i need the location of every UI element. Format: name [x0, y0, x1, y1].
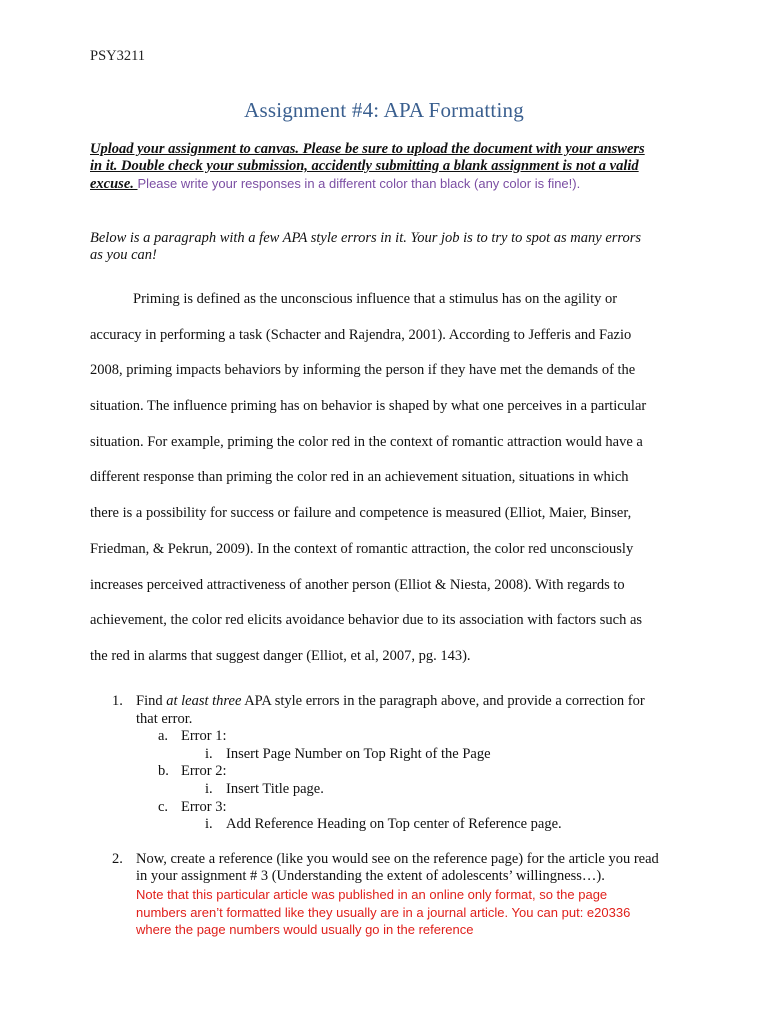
error-letter: a.: [158, 728, 169, 745]
error-label: Error 3:: [181, 798, 227, 815]
question-1-emphasis: at least three: [166, 693, 242, 709]
question-1-text-end: APA style errors in the paragraph above, and provide a correction for that error.: [136, 693, 645, 727]
paragraph-line: 2008, priming impacts behaviors by informing the person if they have met the demands of the: [90, 362, 636, 379]
question-2: [90, 851, 660, 939]
paragraph-line: situation. For example, priming the color red in the context of romantic attraction would have a: [90, 433, 643, 450]
question-1-text-start: Find: [136, 693, 167, 709]
error-item: [90, 799, 660, 817]
error-answer[interactable]: [90, 816, 660, 834]
paragraph-line: achievement, the color red elicits avoidance behavior due to its association with factors such as: [90, 612, 643, 629]
error-item: [90, 728, 660, 746]
question-number: 1.: [112, 693, 123, 709]
paragraph-line: the red in alarms that suggest danger (Elliot, et al, 2007, pg. 143).: [90, 647, 471, 664]
error-letter: c.: [158, 798, 169, 815]
answer-roman-numeral: i.: [205, 780, 213, 797]
paragraph-line: increases perceived attractiveness of another person (Elliot & Niesta, 2008). With regards to: [90, 576, 625, 593]
reference-answer-note[interactable]: Note that this particular article was published in an online only format, so the page numbers aren’t formatted like they usually are in a journal article. You can put: e20336 where the page numbers would usually go in the reference: [136, 886, 631, 938]
spacer: [90, 834, 660, 851]
error-label: Error 2:: [181, 763, 227, 780]
paragraph-line: different response than priming the color red in an achievement situation, situations in which: [90, 469, 629, 486]
question-2-text: Now, create a reference (like you would see on the reference page) for the article you read in your assignment # 3 (Understanding the extent of adolescents’ willingness…).: [136, 850, 659, 885]
error-answer-text[interactable]: Insert Page Number on Top Right of the Page: [226, 745, 491, 762]
assignment-title: Assignment #4: APA Formatting: [244, 98, 524, 122]
paragraph-line: situation. The influence priming has on behavior is shaped by what one perceives in a particular: [90, 398, 647, 415]
paragraph-intro: Below is a paragraph with a few APA style errors in it. Your job is to try to spot as many errors as you can!: [90, 230, 642, 263]
upload-instructions-bold: Upload your assignment to canvas. Please be sure to upload the document with your answers in it. Double check your submission, accidently submitting a blank assignment is not a valid excuse.: [90, 141, 645, 192]
question-list: [90, 693, 660, 939]
course-code: PSY3211: [90, 48, 146, 64]
question-number: 2.: [112, 850, 123, 867]
question-1: [90, 693, 660, 728]
answer-roman-numeral: i.: [205, 816, 213, 833]
error-item: [90, 763, 660, 781]
apa-error-paragraph: [90, 282, 670, 675]
paragraph-line: there is a possibility for success or failure and competence is measured (Elliot, Maier, Binser,: [90, 505, 632, 522]
error-letter: b.: [158, 763, 169, 780]
paragraph-line: accuracy in performing a task (Schacter and Rajendra, 2001). According to Jefferis and Fazio: [90, 326, 632, 343]
error-answer-text[interactable]: Insert Title page.: [226, 780, 324, 797]
upload-instructions: [90, 141, 650, 193]
error-answer[interactable]: [90, 781, 660, 799]
paragraph-line: Priming is defined as the unconscious influence that a stimulus has on the agility or: [133, 291, 618, 307]
error-label: Error 1:: [181, 728, 227, 745]
paragraph-line: Friedman, & Pekrun, 2009). In the context of romantic attraction, the color red unconsciously: [90, 540, 634, 557]
error-answer-text[interactable]: Add Reference Heading on Top center of Reference page.: [226, 816, 562, 833]
response-color-note: Please write your responses in a different color than black (any color is fine!).: [137, 176, 581, 191]
answer-roman-numeral: i.: [205, 745, 213, 762]
error-answer[interactable]: [90, 746, 660, 764]
